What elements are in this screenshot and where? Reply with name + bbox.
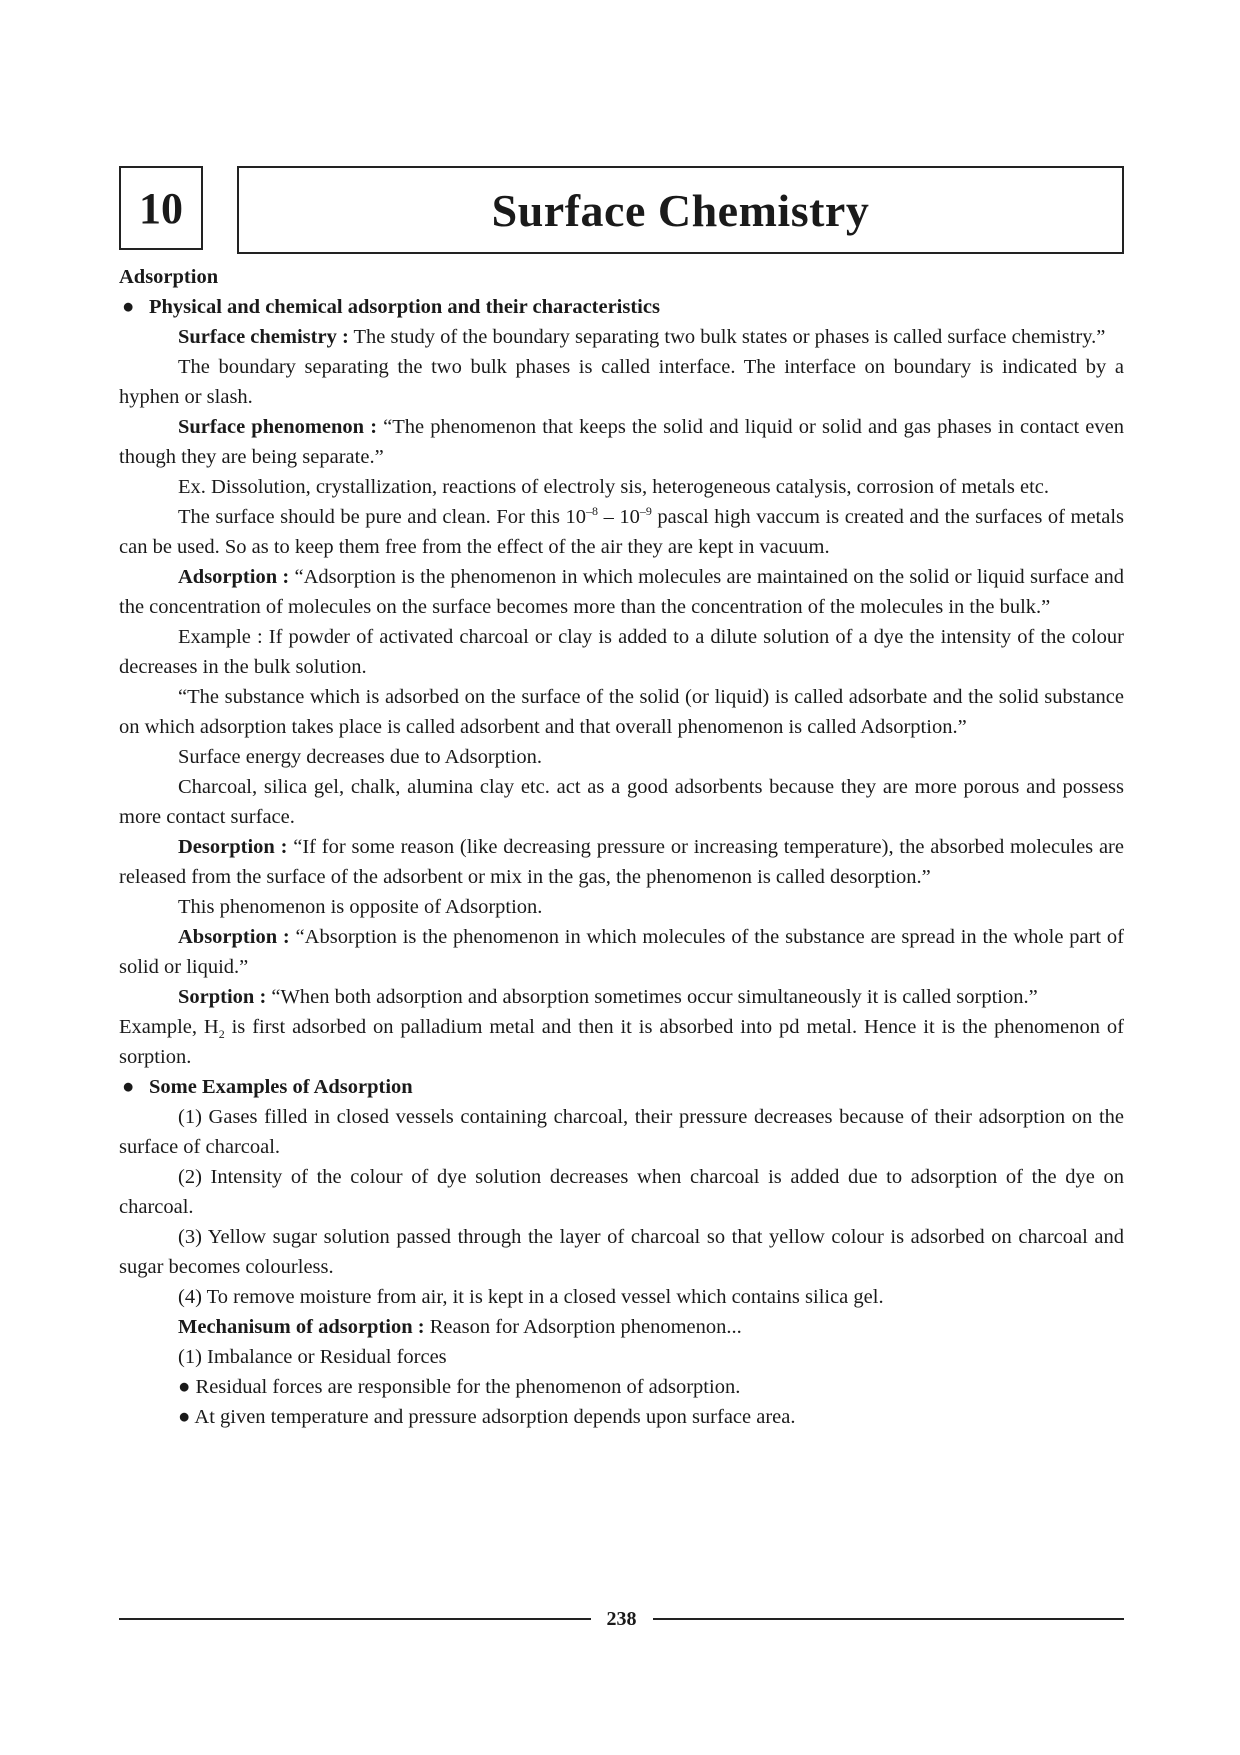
paragraph-surface-phenomenon [119, 412, 1124, 472]
page-footer [119, 1604, 1124, 1634]
term-mechanism: Mechanisum of adsorption : [178, 1316, 425, 1338]
small-bullet-icon: ● [178, 1406, 195, 1428]
sorption-example-text-b: is first adsorbed on palladium metal and then it is absorbed into pd metal. Hence it is the phenomenon of sorption. [119, 1016, 1124, 1068]
definition-text: The study of the boundary separating two bulk states or phases is called surface chemistry.” [348, 326, 1106, 348]
paragraph-interface: The boundary separating the two bulk phases is called interface. The interface on boundary is indicated by a hyphen or slash. [119, 356, 1124, 408]
term-desorption: Desorption : [178, 836, 288, 858]
list-item-example: (2) Intensity of the colour of dye solution decreases when charcoal is added due to adsorption of the dye on charcoal. [119, 1166, 1124, 1218]
paragraph-sorption [119, 982, 1124, 1012]
vacuum-text-a: The surface should be pure and clean. For this 10 [178, 506, 587, 528]
bullet-text: At given temperature and pressure adsorption depends upon surface area. [194, 1406, 796, 1428]
vacuum-text-b: pascal high vaccum is created and the surfaces of metals can be used. So as to keep them free from the effect of the air they are kept in vacuum. [119, 506, 1125, 558]
paragraph-adsorbate: “The substance which is adsorbed on the surface of the solid (or liquid) is called adsorbate and the solid substance on which adsorption takes place is called adsorbent and that overall phenomenon is called Adsorption.” [119, 686, 1124, 738]
paragraph-adsorbents: Charcoal, silica gel, chalk, alumina clay etc. act as a good adsorbents because they are more porous and possess more contact surface. [119, 776, 1124, 828]
subscript: 2 [218, 1027, 225, 1042]
small-bullet-icon: ● [178, 1376, 196, 1398]
exponent: –8 [586, 504, 599, 519]
paragraph-surface-chemistry [119, 322, 1124, 352]
definition-text: “If for some reason (like decreasing pressure or increasing temperature), the absorbed molecules are released from the surface of the adsorbent or mix in the gas, the phenomenon is called desorption.” [119, 836, 1124, 888]
definition-text: Reason for Adsorption phenomenon... [424, 1316, 742, 1338]
page-content [119, 262, 1124, 1432]
exponent: –9 [639, 504, 652, 519]
footer-rule-right [653, 1618, 1125, 1620]
list-item-example: (3) Yellow sugar solution passed through the layer of charcoal so that yellow colour is adsorbed on charcoal and sugar becomes colourless. [119, 1226, 1124, 1278]
paragraph-adsorption-definition [119, 562, 1124, 622]
definition-text: “Adsorption is the phenomenon in which molecules are maintained on the solid or liquid surface and the concentration of molecules on the surface becomes more than the concentration of the molecules in the bulk.” [119, 566, 1124, 618]
bullet-text: Residual forces are responsible for the phenomenon of adsorption. [195, 1376, 741, 1398]
list-item-example: (4) To remove moisture from air, it is kept in a closed vessel which contains silica gel. [178, 1286, 884, 1308]
term-absorption: Absorption : [178, 926, 290, 948]
paragraph-imbalance: (1) Imbalance or Residual forces [178, 1346, 447, 1368]
sorption-example-text-a: Example, H [119, 1016, 219, 1038]
chapter-title: Surface Chemistry [491, 184, 870, 236]
topic-heading-examples [119, 1072, 1124, 1102]
list-item-bullet [119, 1402, 1124, 1432]
term-surface-phenomenon: Surface phenomenon : [178, 416, 378, 438]
term-surface-chemistry: Surface chemistry : [178, 326, 349, 348]
paragraph-desorption [119, 832, 1124, 892]
paragraph-example-charcoal: Example : If powder of activated charcoal or clay is added to a dilute solution of a dye the intensity of the colour decreases in the bulk solution. [119, 626, 1124, 678]
section-heading: Adsorption [119, 266, 219, 288]
paragraph-absorption [119, 922, 1124, 982]
paragraph-mechanism [119, 1312, 1124, 1342]
topic-heading-physical-chemical [119, 292, 1124, 322]
paragraph-surface-energy: Surface energy decreases due to Adsorption. [178, 746, 542, 768]
topic-heading-text: Some Examples of Adsorption [149, 1076, 413, 1098]
chapter-number-box [119, 166, 203, 250]
definition-text: “Absorption is the phenomenon in which molecules of the substance are spread in the whole part of solid or liquid.” [119, 926, 1125, 978]
definition-text: “When both adsorption and absorption sometimes occur simultaneously it is called sorption.” [266, 986, 1038, 1008]
paragraph-vacuum [119, 502, 1124, 562]
definition-text: “The phenomenon that keeps the solid and liquid or solid and gas phases in contact even though they are being separate.” [119, 416, 1124, 468]
page-number: 238 [606, 1607, 637, 1630]
list-item-bullet [119, 1372, 1124, 1402]
paragraph-examples-list: Ex. Dissolution, crystallization, reactions of electroly sis, heterogeneous catalysis, corrosion of metals etc. [178, 476, 1050, 498]
vacuum-text-m: – 10 [598, 506, 640, 528]
topic-heading-text: Physical and chemical adsorption and their characteristics [149, 296, 660, 318]
paragraph-opposite: This phenomenon is opposite of Adsorption. [178, 896, 543, 918]
chapter-number: 10 [139, 183, 183, 233]
footer-rule-left [119, 1618, 591, 1620]
term-adsorption: Adsorption : [178, 566, 290, 588]
list-item-example: (1) Gases filled in closed vessels containing charcoal, their pressure decreases because of their adsorption on the surface of charcoal. [119, 1106, 1124, 1158]
bullet-icon: ● [122, 296, 135, 318]
paragraph-sorption-example [119, 1012, 1124, 1072]
bullet-icon: ● [122, 1076, 135, 1098]
term-sorption: Sorption : [178, 986, 267, 1008]
chapter-title-box [237, 166, 1124, 254]
